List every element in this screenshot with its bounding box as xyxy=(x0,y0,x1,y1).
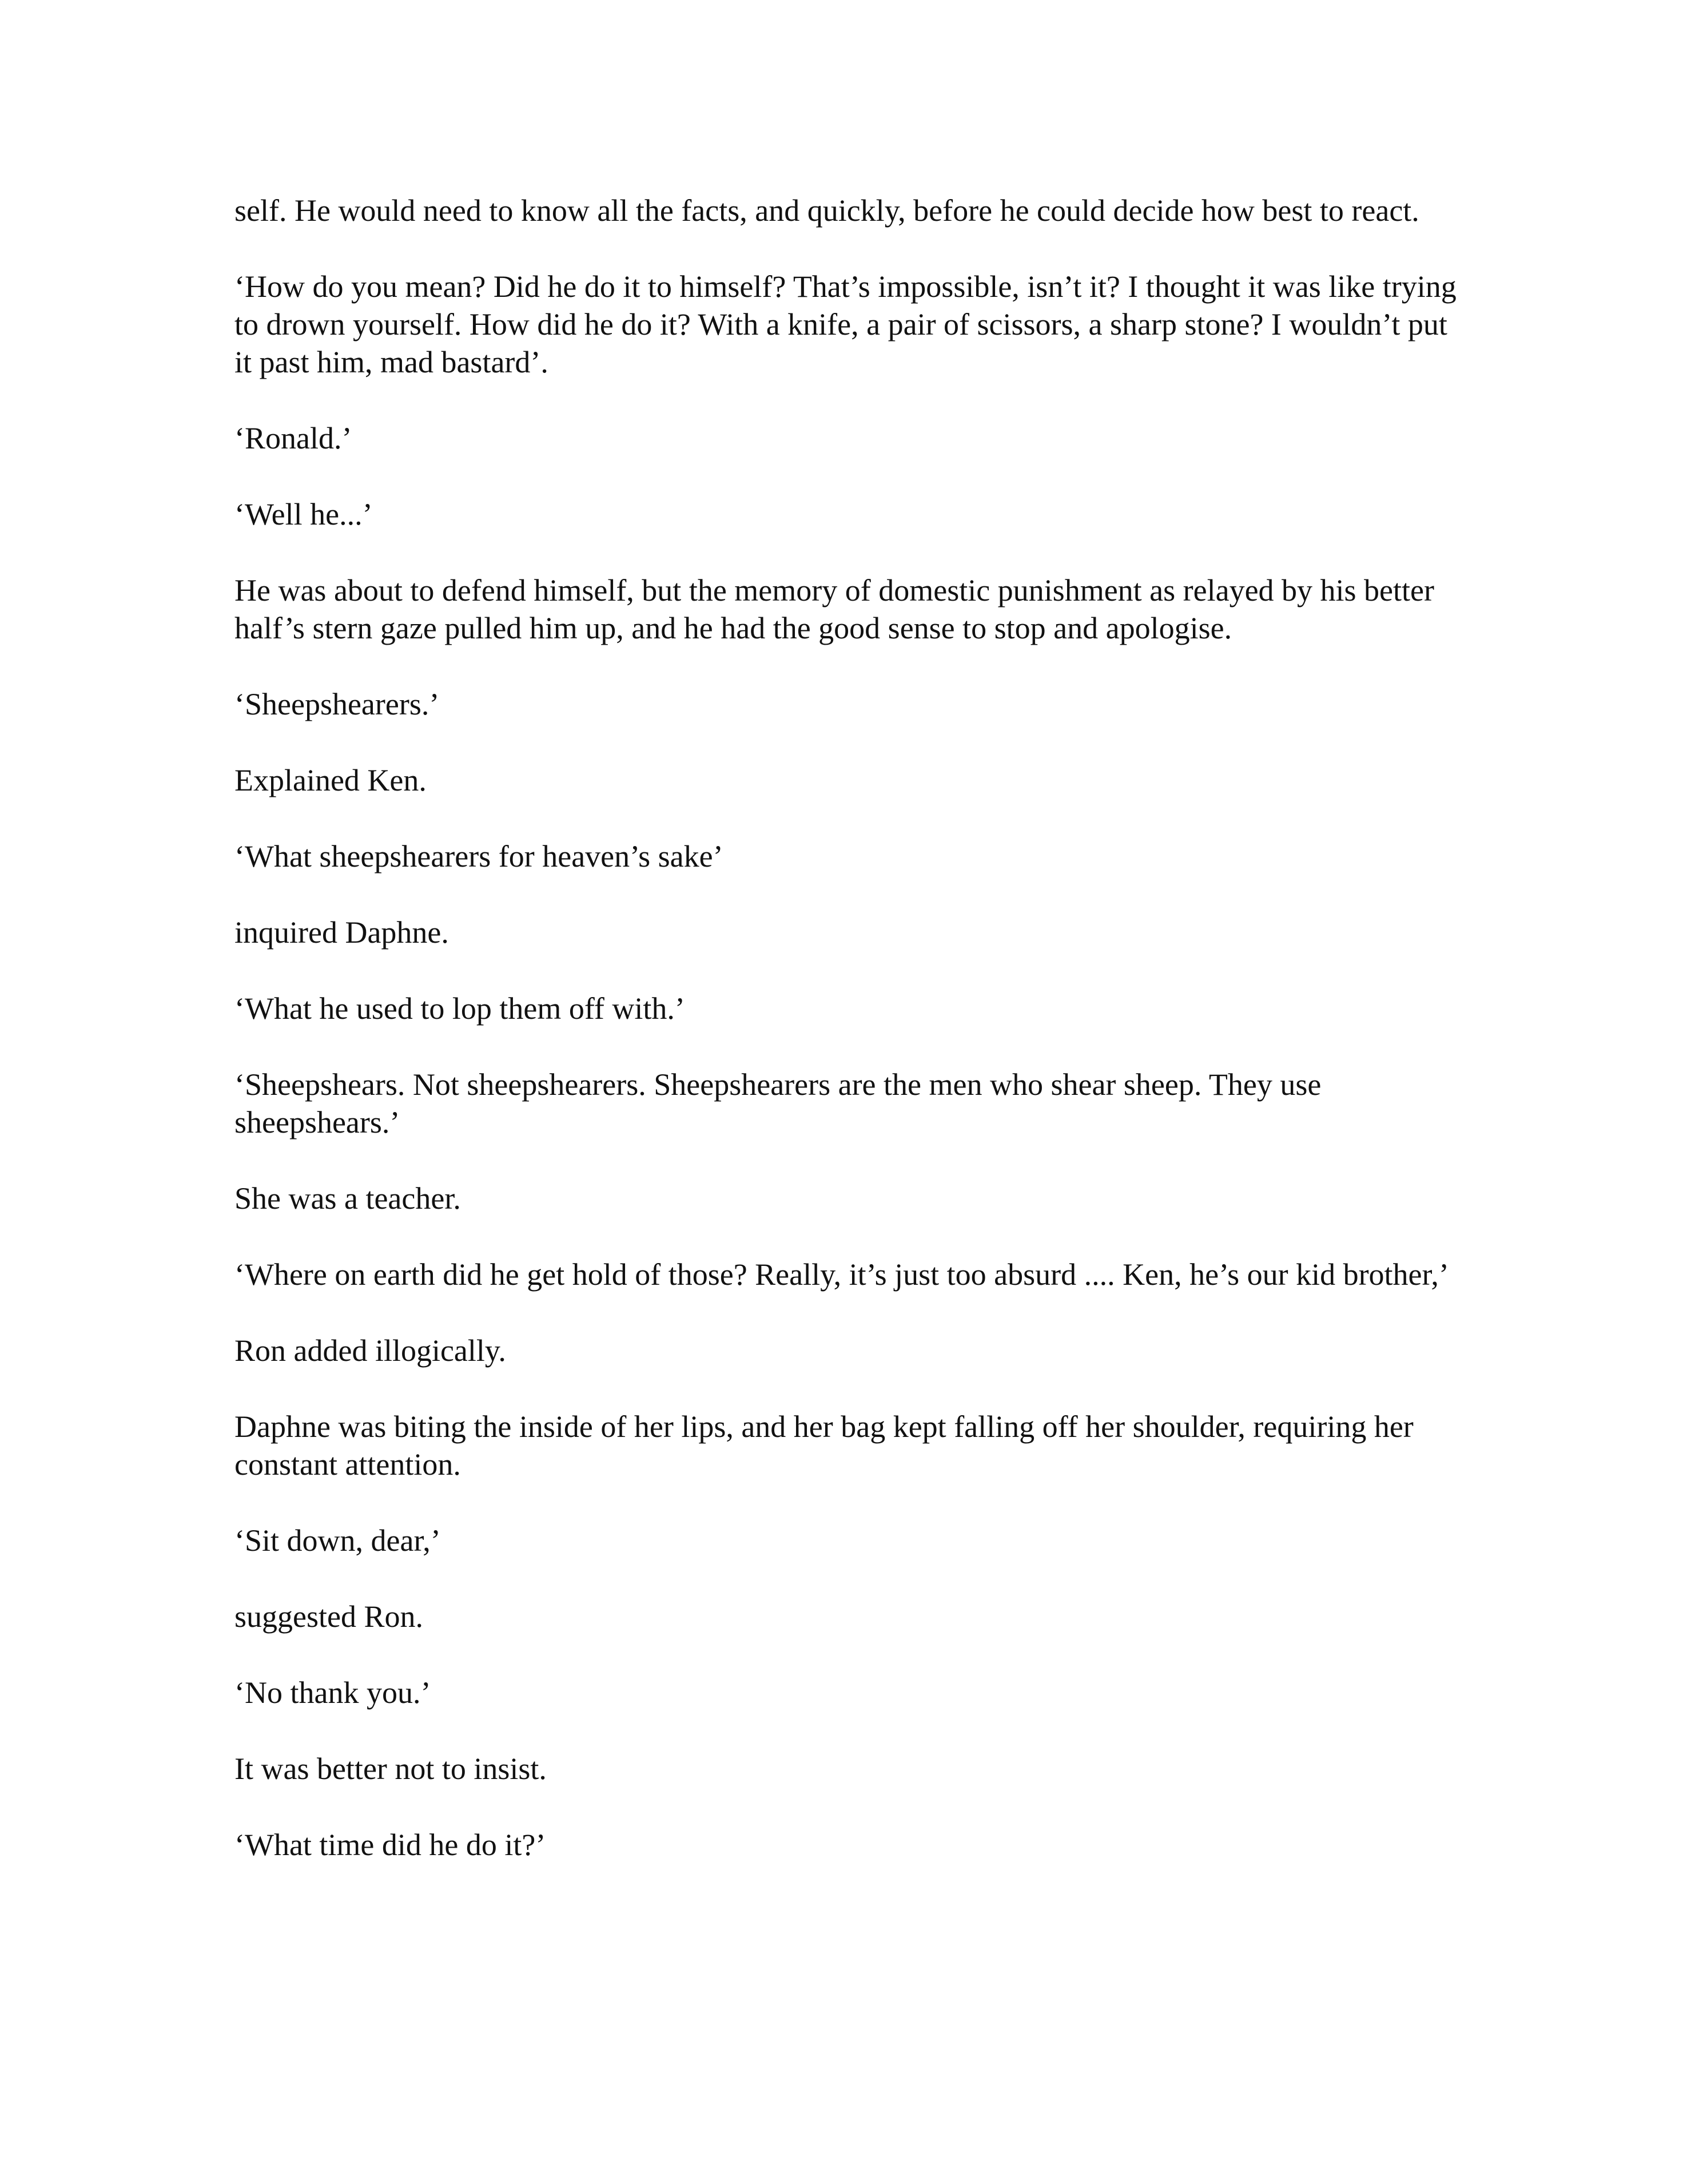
paragraph: Explained Ken. xyxy=(234,763,427,797)
paragraph: ‘What time did he do it?’ xyxy=(234,1828,546,1862)
paragraph: ‘Sheepshearers.’ xyxy=(234,687,440,721)
paragraph: ‘Where on earth did he get hold of those? Really, it’s just too absurd .... Ken, he’s our kid brother,’ xyxy=(234,1257,1449,1292)
paragraph: ‘Ronald.’ xyxy=(234,421,352,455)
body-text xyxy=(234,192,1458,1902)
paragraph: ‘What sheepshearers for heaven’s sake’ xyxy=(234,839,723,873)
paragraph: Ron added illogically. xyxy=(234,1333,506,1368)
paragraph: ‘Well he...’ xyxy=(234,497,373,531)
paragraph: Daphne was biting the inside of her lips, and her bag kept falling off her shoulder, requiring her constant attention. xyxy=(234,1409,1414,1482)
paragraph: ‘Sit down, dear,’ xyxy=(234,1523,441,1558)
paragraph: It was better not to insist. xyxy=(234,1752,547,1786)
paragraph: ‘Sheepshears. Not sheepshearers. Sheepshearers are the men who shear sheep. They use sheepshears.’ xyxy=(234,1067,1322,1139)
paragraph: She was a teacher. xyxy=(234,1181,461,1216)
paragraph: He was about to defend himself, but the memory of domestic punishment as relayed by his better half’s stern gaze pulled him up, and he had the good sense to stop and apologise. xyxy=(234,573,1434,645)
paragraph: inquired Daphne. xyxy=(234,915,449,950)
paragraph: self. He would need to know all the facts, and quickly, before he could decide how best to react. xyxy=(234,193,1419,228)
paragraph: ‘What he used to lop them off with.’ xyxy=(234,991,685,1026)
paragraph: ‘No thank you.’ xyxy=(234,1675,431,1710)
paragraph: suggested Ron. xyxy=(234,1599,423,1634)
paragraph: ‘How do you mean? Did he do it to himself? That’s impossible, isn’t it? I thought it was like trying to drown yourself. How did he do it? With a knife, a pair of scissors, a sharp stone? I wouldn’t put it past him, mad bastard’. xyxy=(234,269,1457,379)
